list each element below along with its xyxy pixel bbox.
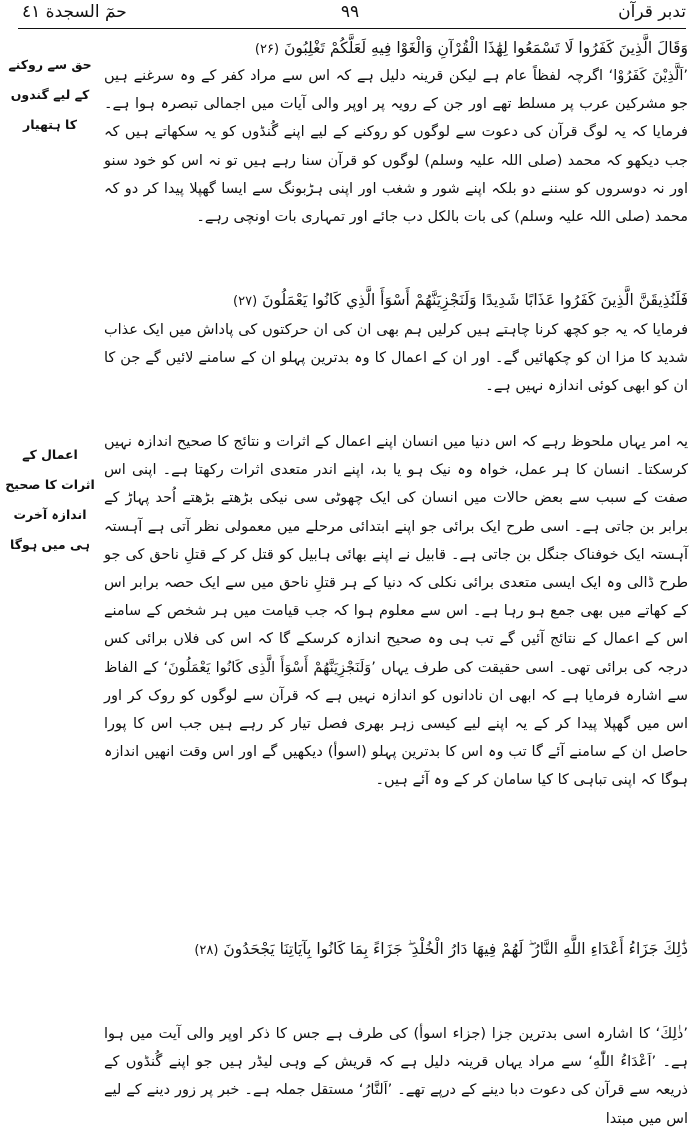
verse-text: فَلَنُذِيقَنَّ الَّذِينَ كَفَرُوا عَذَابًا شَدِيدًا وَلَنَجْزِيَنَّهُمْ أَسْوَأَ الَّذِي كَانُوا يَعْمَلُونَ [262, 291, 688, 309]
verse-number: (۲۶) [254, 42, 280, 57]
margin-note: حق سے روکنے کے لیے گندوں کا ہتھیار [8, 57, 92, 132]
header-rule [18, 28, 686, 29]
verse-number: (۲۷) [233, 294, 258, 309]
quran-verse [104, 935, 688, 965]
verse-text: ذَٰلِكَ جَزَاءُ أَعْدَاءِ اللَّهِ النَّارُ ۖ لَهُمْ فِيهَا دَارُ الْخُلْدِ ۖ جَزَاءً بِمَا كَانُوا بِآيَاتِنَا يَجْحَدُونَ [223, 940, 688, 958]
commentary-paragraph: ’ذٰلِكَ‘ کا اشارہ اسی بدترین جزا (جزاء اسوأ) کی طرف ہے جس کا ذکر اوپر والی آیت میں ہوا ہے۔ ’اَعْدَاءُ اللّٰهِ‘ سے مراد یہاں قرینہ دلیل ہے کہ قریش کے وہی لیڈر ہیں جو اپنے گُنڈوں کے ذریعہ سے قرآن کی دعوت دبا دینے کے درپے تھے۔ ’اَلنَّارُ‘ مستقل جملہ ہے۔ خبر پر زور دینے کے لیے اس میں مبتدا [104, 1026, 688, 1127]
margin-note: اعمال کے اثرات کا صحیح اندازہ آخرت ہی میں ہوگا [5, 447, 95, 552]
page-number: ۹۹ [340, 2, 360, 22]
surah-title: حمٓ السجدة ٤١ [22, 2, 127, 22]
verse-number: (۲۸) [194, 943, 219, 958]
quran-verse [104, 34, 688, 64]
verse-text: وَقَالَ الَّذِينَ كَفَرُوا لَا تَسْمَعُوا لِهَٰذَا الْقُرْآنِ وَالْغَوْا فِيهِ لَعَلَّكُمْ تَغْلِبُونَ [283, 39, 688, 57]
quran-verse [104, 286, 688, 316]
book-title: تدبر قرآن [618, 2, 686, 22]
commentary-paragraph: ’اَلَّذِیْنَ کَفَرُوْا‘ اگرچہ لفظاً عام ہے لیکن قرینہ دلیل ہے کہ اس سے مراد کفر کے وہ سرغنے ہیں جو مشرکین عرب پر مسلط تھے اور جن کے رویہ پر اوپر والی آیات میں اجمالی تبصرہ ہوا ہے۔ فرمایا کہ یہ لوگ قرآن کی دعوت سے لوگوں کو روکنے کے لیے اپنے گُنڈوں کو یہ سکھاتے ہیں کہ جب دیکھو کہ محمد (صلی اللہ علیہ وسلم) لوگوں کو قرآن سنا رہے ہیں تو نہ اس کو خود سنو اور نہ دوسروں کو سننے دو بلکہ اپنے شور و شغب اور اپنی ہڑبونگ سے ایسا گھپلا پیدا کر دو کہ محمد (صلی اللہ علیہ وسلم) کی بات بالکل دب جائے اور تمہاری بات اونچی رہے۔ [104, 68, 688, 226]
page-header [0, 0, 700, 30]
commentary-paragraph: یہ امر یہاں ملحوظ رہے کہ اس دنیا میں انسان اپنے اعمال کے اثرات و نتائج کا صحیح اندازہ نہیں کرسکتا۔ انسان کا ہر عمل، خواہ وہ نیک ہو یا بد، اپنے اندر متعدی اثرات رکھتا ہے۔ اپنی اس صفت کے سبب سے بعض حالات میں انسان کی ایک چھوٹی سی نیکی بڑھتے بڑھتے اُحد پہاڑ کے برابر بن جاتی ہے۔ اسی طرح ایک برائی جو اپنے ابتدائی مرحلے میں معمولی نظر آتی ہے آہستہ آہستہ ایک خوفناک جنگل بن جاتی ہے۔ قابیل نے اپنے بھائی ہابیل کو قتل کر کے قتلِ ناحق کی جو طرح ڈالی وہ ایک ایسی متعدی برائی نکلی کہ دنیا کے ہر قتلِ ناحق میں سے ایک حصہ برابر اس کے کھاتے میں بھی جمع ہو رہا ہے۔ اس سے معلوم ہوا کہ جب قیامت میں ہر شخص کے سامنے اس کے اعمال کے نتائج آئیں گے تب ہی وہ صحیح اندازہ کرسکے گا کہ اس کی فلاں برائی کس درجہ کی برائی تھی۔ اسی حقیقت کی طرف یہاں ’وَلَنَجْزِیَنَّهُمْ أَسْوَأَ الَّذِی كَانُوا يَعْمَلُونَ‘ کے الفاظ سے اشارہ فرمایا ہے کہ ابھی ان نادانوں کو اندازہ نہیں ہے کہ قرآن سے لوگوں کو روک کر اور اس میں گھپلا پیدا کر کے یہ اپنے لیے کیسی زہر بھری فصل تیار کر رہے ہیں جب اس کا پورا حاصل ان کے سامنے آئے گا تب وہ اس کا بدترین پہلو (اسوأ) دیکھیں گے اور اس وقت انھیں اندازہ ہوگا کہ اپنی تباہی کا کیا سامان کر کے وہ آئے ہیں۔ [104, 434, 688, 789]
commentary-paragraph: فرمایا کہ یہ جو کچھ کرنا چاہتے ہیں کرلیں ہم بھی ان کی ان حرکتوں کی پاداش میں ایک عذاب شدید کا مزا ان کو چکھائیں گے۔ اور ان کے اعمال کا وہ بدترین پہلو ان کے سامنے لائیں گے جن کا ان کو ابھی کوئی اندازہ نہیں ہے۔ [104, 322, 688, 395]
